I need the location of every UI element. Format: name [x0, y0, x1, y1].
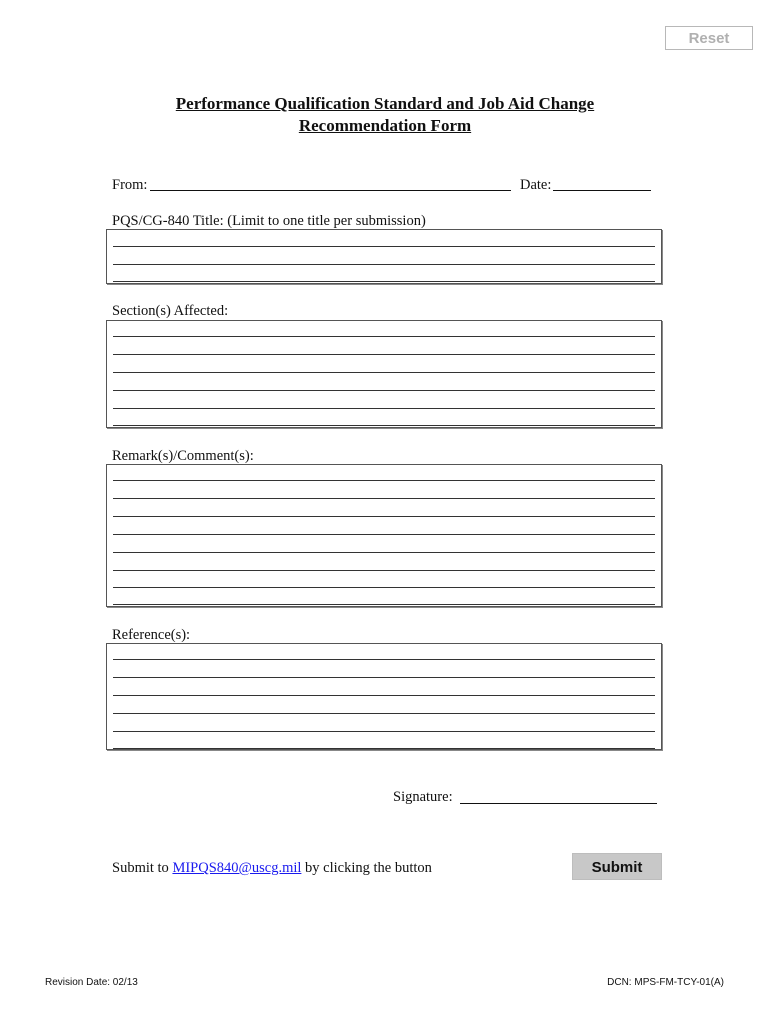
- email-link[interactable]: MIPQS840@uscg.mil: [172, 860, 302, 876]
- pqs-title-label: PQS/CG-840 Title: (Limit to one title per submission): [112, 213, 426, 229]
- references-label: Reference(s):: [112, 627, 191, 643]
- submit-button[interactable]: Submit: [572, 853, 662, 880]
- submit-instructions: [112, 860, 432, 877]
- submit-suffix: by clicking the button: [301, 860, 432, 876]
- dcn-code: DCN: MPS-FM-TCY-01(A): [607, 977, 724, 988]
- date-field[interactable]: [553, 190, 651, 191]
- form-title-line1: Performance Qualification Standard and Job Aid Change: [175, 94, 595, 113]
- sections-affected-field[interactable]: [106, 320, 662, 428]
- form-title-line2: Recommendation Form: [298, 116, 472, 135]
- from-field[interactable]: [150, 190, 511, 191]
- submit-prefix: Submit to: [112, 860, 173, 876]
- signature-field[interactable]: [460, 803, 657, 804]
- pqs-title-field[interactable]: [106, 229, 662, 284]
- from-label: From:: [112, 177, 148, 193]
- revision-date: Revision Date: 02/13: [45, 977, 138, 988]
- date-label: Date:: [520, 177, 552, 193]
- references-field[interactable]: [106, 643, 662, 750]
- remarks-label: Remark(s)/Comment(s):: [112, 448, 254, 464]
- reset-button[interactable]: Reset: [665, 26, 753, 50]
- signature-label: Signature:: [393, 789, 453, 805]
- remarks-field[interactable]: [106, 464, 662, 607]
- sections-affected-label: Section(s) Affected:: [112, 303, 229, 319]
